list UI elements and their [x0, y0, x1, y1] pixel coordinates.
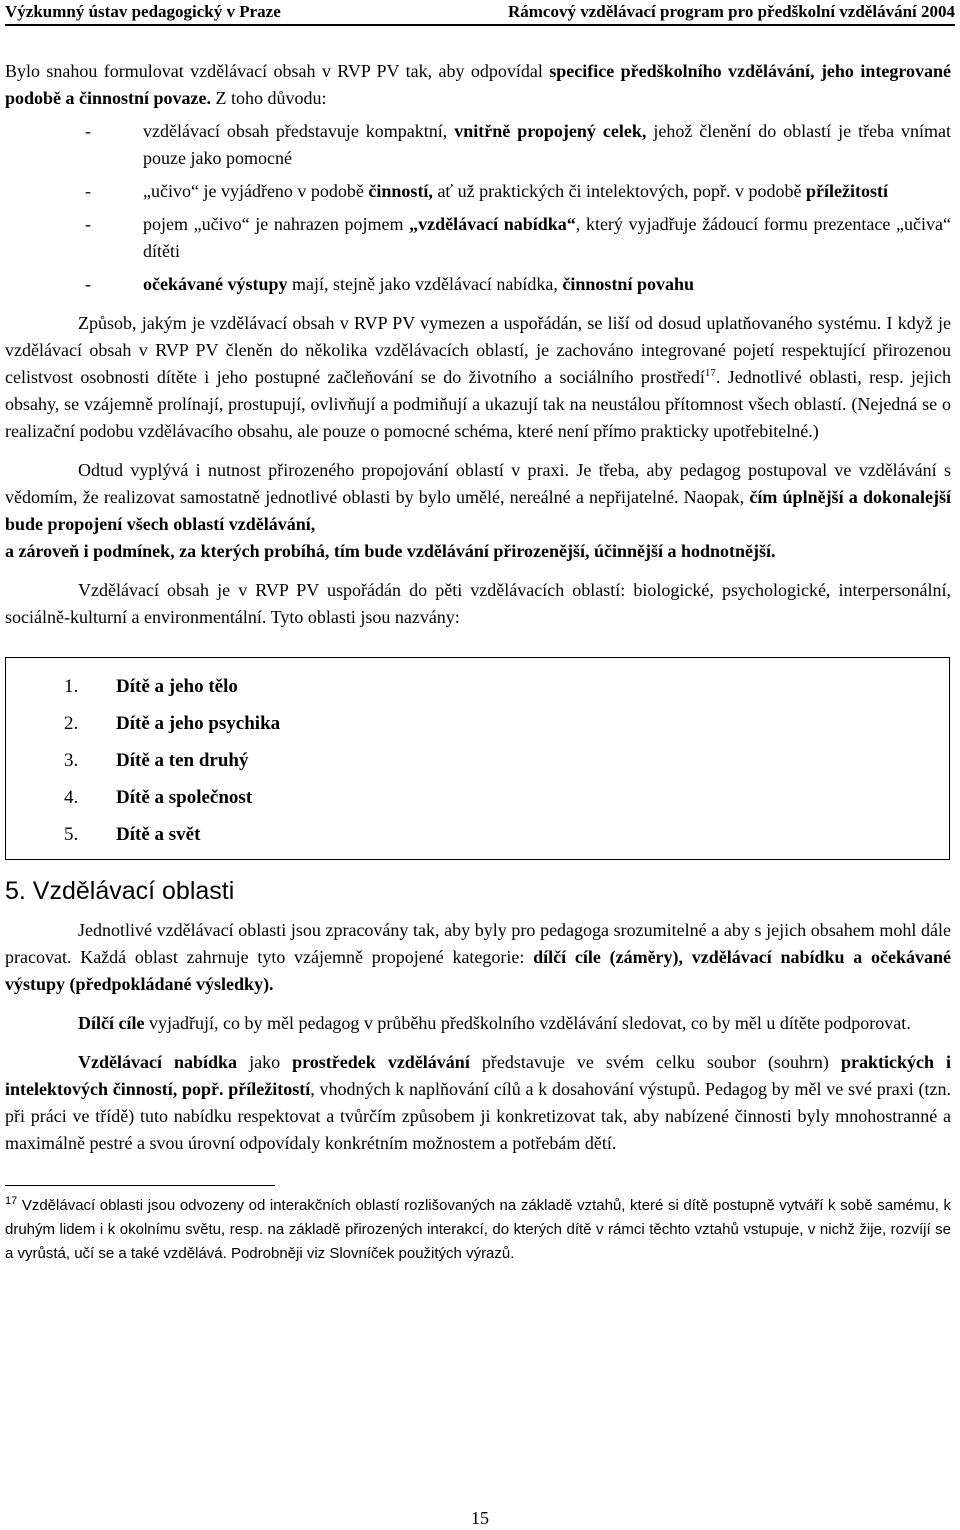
paragraph-emphasis: dílčí cíle (záměry), vzdělávací nabídku a očekávané výstupy (předpokládané výsledky).	[5, 947, 951, 994]
section-paragraph	[5, 1049, 951, 1157]
bullet-dash: -	[85, 121, 91, 141]
area-label: Dítě a jeho psychika	[116, 713, 281, 734]
paragraph-text: představuje ve svém celku soubor (souhrn)	[469, 1052, 841, 1072]
bullet-emphasis: činností,	[368, 181, 433, 201]
bullet-text: , který vyjadřuje žádoucí formu prezentace „učiva“ dítěti	[143, 214, 951, 261]
area-item	[64, 668, 949, 705]
bullet-emphasis: očekávané výstupy	[143, 274, 288, 294]
area-label: Dítě a svět	[116, 824, 201, 845]
bullet-dash: -	[85, 274, 91, 294]
header-document-title: Rámcový vzdělávací program pro předškolní vzdělávání 2004	[507, 2, 955, 21]
intro-text-end: Z toho důvodu:	[211, 88, 327, 108]
bullet-emphasis: příležitostí	[806, 181, 888, 201]
page-content	[5, 58, 951, 1266]
bullet-text: pojem „učivo“ je nahrazen pojmem	[143, 214, 410, 234]
intro-paragraph	[5, 58, 951, 112]
section-paragraph	[5, 917, 951, 998]
area-item	[64, 779, 949, 816]
paragraph-emphasis: Dílčí cíle	[78, 1013, 145, 1033]
paragraph-text: jako	[237, 1052, 293, 1072]
paragraph-structure	[5, 310, 951, 445]
bullet-text: mají, stejně jako vzdělávací nabídka,	[287, 274, 563, 294]
footnote-text: Vzdělávací oblasti jsou odvozeny od interakčních oblastí rozlišovaných na základě vztahů, které si dítě postupně vytváří k sobě samému, k druhým lidem i k okolnímu světu, resp. na základě přirozených interakcí, do kterých dítě v rámci těchto vztahů vstupuje, v nichž žije, rozvíjí se a vyrůstá, učí se a také vzdělává. Podrobněji viz Slovníček použitých výrazů.	[5, 1197, 951, 1262]
area-label: Dítě a společnost	[116, 787, 253, 808]
area-item	[64, 816, 949, 853]
page-number: 15	[471, 1508, 489, 1528]
area-label: Dítě a ten druhý	[116, 750, 249, 771]
area-number: 3.	[64, 750, 79, 771]
bullet-emphasis: „vzdělávací nabídka“	[409, 214, 576, 234]
areas-list-box	[5, 657, 950, 860]
section-paragraph	[5, 1010, 951, 1037]
paragraph-text: Způsob, jakým je vzdělávací obsah v RVP PV vymezen a uspořádán, se liší od dosud uplatňovaného systému. I když je vzdělávací obsah v RVP PV členěn do několika vzdělávacích oblastí, je zachováno integrované pojetí respektující přirozenou celistvost osobnosti dítěte i jeho postupné začleňování se do životního a sociálního prostředí	[5, 313, 951, 387]
bullet-item	[5, 271, 951, 298]
paragraph-text: Odtud vyplývá i nutnost přirozeného propojování oblastí v praxi. Je třeba, aby pedagog postupoval ve vzdělávání s vědomím, že realizovat samostatně jednotlivé oblasti by bylo umělé, nereálné a nepřijatelné. Naopak,	[5, 460, 951, 507]
paragraph-text: . Jednotlivé oblasti, resp. jejich obsahy, se vzájemně prolínají, prostupují, ovlivňují a podmiňují a ukazují tak na neustálou přítomnost všech oblastí. (Nejedná se o realizační podobu vzdělávacího obsahu, ale pouze o pomocné schéma, které není přímo prakticky upotřebitelné.)	[5, 367, 951, 441]
section-heading: 5. Vzdělávací oblasti	[5, 877, 235, 905]
area-number: 4.	[64, 787, 79, 808]
bullet-text: ať už praktických či intelektových, popř. v podobě	[432, 181, 807, 201]
area-number: 2.	[64, 713, 79, 734]
paragraph-integration	[5, 457, 951, 538]
bullet-item	[5, 211, 951, 265]
area-item	[64, 705, 949, 742]
paragraph-text: vyjadřují, co by měl pedagog v průběhu předškolního vzdělávání sledovat, co by měl u dítěte podporovat.	[144, 1013, 911, 1033]
footnote	[5, 1194, 951, 1266]
paragraph-emphasis: prostředek vzdělávání	[292, 1052, 470, 1072]
page-header	[5, 0, 955, 26]
area-number: 1.	[64, 676, 79, 697]
paragraph-emphasis: čím úplnější a dokonalejší bude propojení všech oblastí vzdělávání,	[5, 487, 951, 534]
area-number: 5.	[64, 824, 79, 845]
footnote-divider	[5, 1185, 275, 1186]
paragraph-emphasis: a zároveň i podmínek, za kterých probíhá, tím bude vzdělávání přirozenější, účinnější a hodnotnější.	[5, 541, 776, 561]
bullet-item	[5, 178, 951, 205]
paragraph-integration-continued	[5, 538, 951, 565]
footnote-reference: 17	[704, 367, 716, 379]
paragraph-emphasis: praktických i intelektových činností, popř. příležitostí	[5, 1052, 952, 1099]
bullet-text: „učivo“ je vyjádřeno v podobě	[143, 181, 369, 201]
paragraph-text: , vhodných k naplňování cílů a k dosahování výstupů. Pedagog by měl ve své praxi (tzn. při práci ve třídě) tuto nabídku respektovat a tvůrčím způsobem ji konkretizovat tak, aby nabízené činnosti byly mnohostranné a maximálně pestré a svou úrovní odpovídaly konkrétním možnostem a potřebám dětí.	[5, 1079, 951, 1153]
area-label: Dítě a jeho tělo	[116, 676, 238, 697]
header-institute: Výzkumný ústav pedagogický v Praze	[5, 2, 281, 21]
bullet-dash: -	[85, 181, 91, 201]
intro-emphasis: specifice předškolního vzdělávání, jeho integrované podobě a činnostní povaze.	[5, 61, 951, 108]
paragraph-areas-intro: Vzdělávací obsah je v RVP PV uspořádán do pěti vzdělávacích oblastí: biologické, psychologické, interpersonální, sociálně-kulturní a environmentální. Tyto oblasti jsou nazvány:	[5, 580, 951, 627]
bullet-dash: -	[85, 214, 91, 234]
paragraph-emphasis: Vzdělávací nabídka	[78, 1052, 238, 1072]
footnote-number: 17	[5, 1195, 18, 1207]
bullet-item	[5, 118, 951, 172]
intro-text: Bylo snahou formulovat vzdělávací obsah v RVP PV tak, aby odpovídal	[5, 61, 550, 81]
paragraph-text: Jednotlivé vzdělávací oblasti jsou zpracovány tak, aby byly pro pedagoga srozumitelné a aby s jejich obsahem mohl dále pracovat. Každá oblast zahrnuje tyto vzájemně propojené kategorie:	[5, 920, 951, 967]
bullet-text: vzdělávací obsah představuje kompaktní,	[143, 121, 455, 141]
area-item	[64, 742, 949, 779]
bullet-emphasis: vnitřně propojený celek,	[454, 121, 647, 141]
bullet-text: jehož členění do oblastí je třeba vnímat pouze jako pomocné	[143, 121, 952, 168]
bullet-emphasis: činnostní povahu	[562, 274, 694, 294]
